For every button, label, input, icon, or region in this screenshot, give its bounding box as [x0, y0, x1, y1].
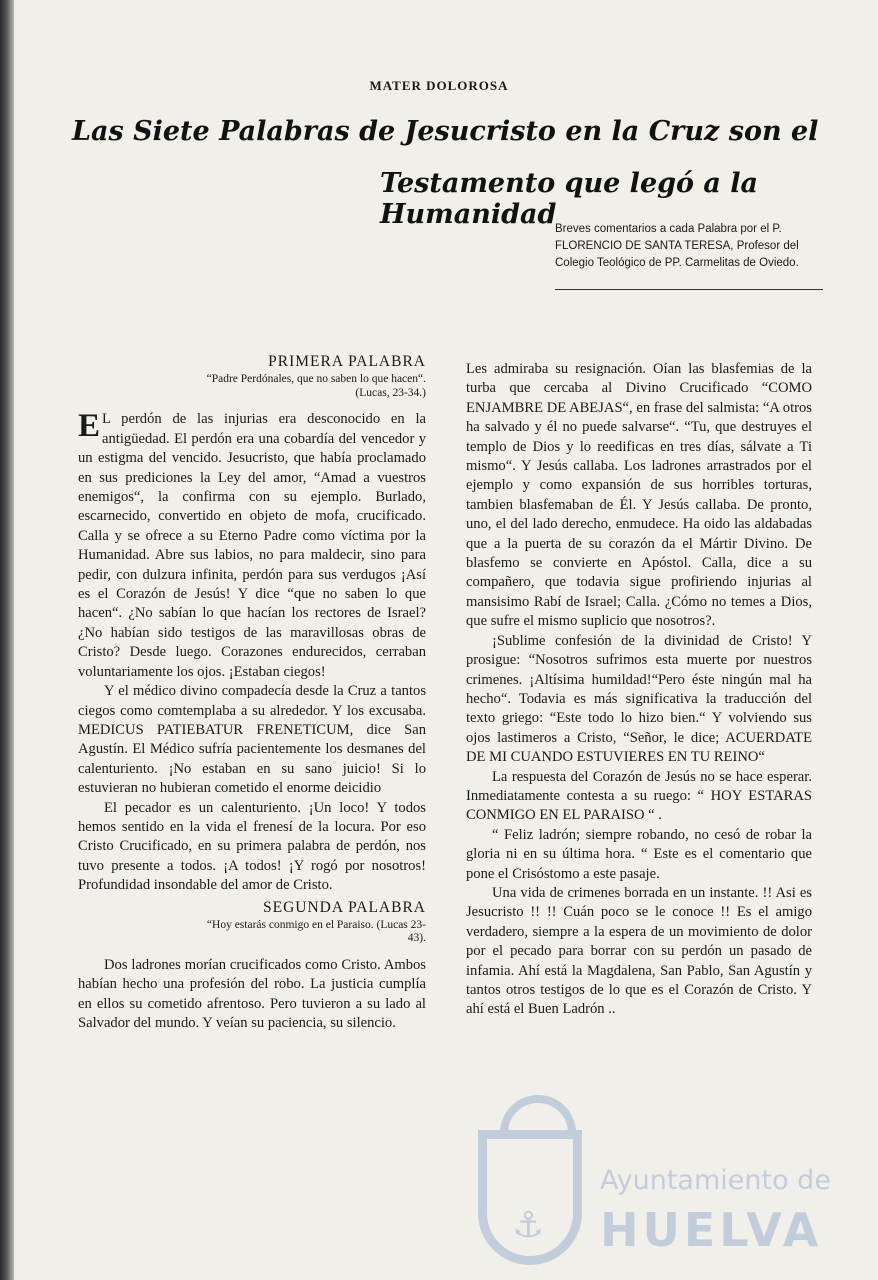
section-heading-primera: PRIMERA PALABRA — [268, 353, 426, 370]
author-byline: Breves comentarios a cada Palabra por el P. FLORENCIO DE SANTA TERESA, Profesor del Colegio Teológico de PP. Carmelitas de Oviedo. — [555, 223, 799, 269]
drop-cap: E — [78, 408, 101, 445]
paragraph: ¡Sublime confesión de la divinidad de Cristo! Y prosigue: “Nosotros sufrimos esta muerte por nuestros crimenes. ¡Altísima humildad!“Pero éste ningún mal ha hecho“. Todavia es más significativa la traducción del texto griego: “Este todo lo hizo bien.“ Y volviendo sus ojos lastimeros a Cristo, “Señor, le dice; ACUERDATE DE MI CUANDO ESTUVIERES EN TU REINO“ — [466, 632, 812, 766]
byline-rule — [555, 289, 823, 290]
paragraph: “ Feliz ladrón; siempre robando, no cesó de robar la gloria ni en su última hora. “ Este es el comentario que pone el Crisóstomo a este pasaje. — [466, 826, 812, 882]
article-title-line-2: Testamento que legó a la Humanidad — [380, 168, 759, 230]
right-column — [466, 360, 812, 1020]
watermark-text-line-2: HUELVA — [600, 1203, 823, 1257]
article-title-line-1: Las Siete Palabras de Jesucristo en la Cruz son el — [72, 116, 819, 147]
epigraph-segunda: “Hoy estarás conmigo en el Paraiso. (Lucas 23-43). — [206, 918, 426, 945]
paragraph: Les admiraba su resignación. Oían las blasfemias de la turba que cercaba al Divino Crucificado “COMO ENJAMBRE DE ABEJAS“, en frase del salmista: “A otros ha salvado y él no puede salvarse“. “Tu, que destruyes el templo de Dios y lo reedificas en tres días, sálvate a Ti mismo“. Y Jesús callaba. Los ladrones arrastrados por el ejemplo y como expansión de sus horribles torturas, tambien blasfemaban de Él. Y Jesús callaba. De pronto, uno, el del lado derecho, enmudece. Ha oido las aldabadas que a la puerta de su corazón da el Mártir Divino. De blasfemo se convierte en Apóstol. Calla, dice a su compañero, que todavia sigue profiriendo injurias al mansisimo Rabí de Israel; Calla. ¿Cómo no temes a Dios, que sufre el mismo suplicio que nosotros?. — [466, 361, 812, 630]
paragraph: La respuesta del Corazón de Jesús no se hace esperar. Inmediatamente contesta a su ruego: “ HOY ESTARAS CONMIGO EN EL PARAISO “ . — [466, 768, 812, 824]
page-header: MATER DOLOROSA — [369, 78, 509, 93]
epigraph-primera: “Padre Perdónales, que no saben lo que hacen“. (Lucas, 23-34.) — [206, 373, 426, 399]
paragraph: Una vida de crimenes borrada en un instante. !! Asi es Jesucristo !! !! Cuán poco se le conoce !! Es el amigo verdadero, siempre a la espera de un movimiento de dolor por el pecado para borrar con su perdón un pasado de infamia. Ahí está la Magdalena, San Pablo, San Agustín y tantos otros testigos de lo que es el Corazón de Cristo. Y ahí está el Buen Ladrón .. — [466, 884, 812, 1018]
left-column — [78, 352, 426, 1034]
watermark — [470, 1085, 870, 1275]
section-heading-segunda: SEGUNDA PALABRA — [263, 898, 426, 916]
paragraph: El pecador es un calenturiento. ¡Un loco! Y todos hemos sentido en la vida el frenesí de la locura. Por eso Cristo Crucificado, en su primera palabra de perdón, nos tuvo presente a todos. ¡A todos! ¡Y rogó por nosotros! Profundidad insondable del amor de Cristo. — [78, 799, 426, 894]
watermark-text-line-1: Ayuntamiento de — [600, 1165, 831, 1196]
paragraph: Y el médico divino compadecía desde la Cruz a tantos ciegos como comtemplaba a su alrededor. Y los excusaba. MEDICUS PATIEBATUR FRENETICUM, dice San Agustín. El Médico sufría pacientemente los desmanes del calenturiento. ¡No estaban en su sano juicio! Si lo estuvieran no hubieran cometido el enorme deicidio — [78, 683, 426, 797]
page-binding — [0, 0, 14, 1280]
watermark-seal-icon: ⚓ — [470, 1095, 590, 1270]
paragraph: E L perdón de las injurias era desconocido en la antigüedad. El perdón era una cobardía del vencedor y un estigma del vencido. Jesucristo, que había proclamado en sus prediciones la Ley del amor, “Amad a vuestros enemigos“, la confirma con su ejemplo. Burlado, escarnecido, convertido en objeto de mofa, crucificado. Calla y se ofrece a su Eterno Padre como víctima por la Humanidad. Abre sus labios, no para maldecir, sino para pedir, con dulzura infinita, perdón para sus verdugos ¡Así es el Corazón de Jesús! Y dice “que no saben lo que hacen“. ¿No sabían lo que hacían los rectores de Israel? ¿No habían sido testigos de las maravillosas obras de Cristo? Desde luego. Corazones endurecidos, cerraban voluntariamente los ojos. ¡Estaban ciegos! — [78, 408, 426, 680]
paragraph: Dos ladrones morían crucificados como Cristo. Ambos habían hecho una profesión del robo. La justicia cumplía en ellos su cometido afrentoso. Pero tuvieron a su lado al Salvador del mundo. Y veían su paciencia, su silencio. — [78, 956, 426, 1032]
